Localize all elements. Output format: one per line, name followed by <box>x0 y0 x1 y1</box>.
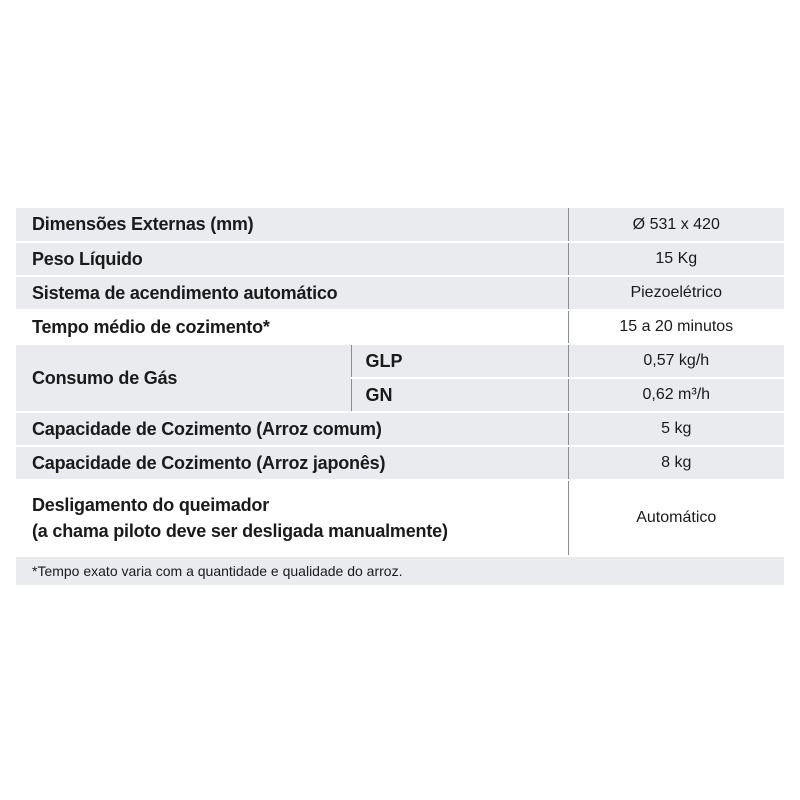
spec-sublabel: GLP <box>351 344 568 378</box>
spec-label: Peso Líquido <box>16 242 568 276</box>
spec-label: Capacidade de Cozimento (Arroz comum) <box>16 412 568 446</box>
table-row <box>16 446 784 480</box>
spec-label: Capacidade de Cozimento (Arroz japonês) <box>16 446 568 480</box>
spec-value: Piezoelétrico <box>568 276 784 310</box>
spec-label-line: Desligamento do queimador <box>32 495 270 515</box>
spec-value: 0,62 m³/h <box>568 378 784 412</box>
spec-value: 0,57 kg/h <box>568 344 784 378</box>
footnote: *Tempo exato varia com a quantidade e qualidade do arroz. <box>16 556 784 586</box>
table-row <box>16 276 784 310</box>
spec-value: Ø 531 x 420 <box>568 208 784 242</box>
spec-label-line: (a chama piloto deve ser desligada manualmente) <box>32 521 448 541</box>
spec-table <box>16 208 784 587</box>
table-row <box>16 208 784 242</box>
spec-label: Consumo de Gás <box>16 344 351 412</box>
spec-value: 15 Kg <box>568 242 784 276</box>
table-row <box>16 310 784 344</box>
spec-label: Sistema de acendimento automático <box>16 276 568 310</box>
spec-sublabel: GN <box>351 378 568 412</box>
spec-value: 8 kg <box>568 446 784 480</box>
table-row <box>16 344 784 378</box>
footnote-row <box>16 556 784 586</box>
spec-label: Tempo médio de cozimento* <box>16 310 568 344</box>
table-row <box>16 412 784 446</box>
spec-value: 5 kg <box>568 412 784 446</box>
table-row <box>16 480 784 556</box>
spec-value: Automático <box>568 480 784 556</box>
spec-label: Dimensões Externas (mm) <box>16 208 568 242</box>
table-row <box>16 242 784 276</box>
spec-value: 15 a 20 minutos <box>568 310 784 344</box>
spec-label <box>16 480 568 556</box>
